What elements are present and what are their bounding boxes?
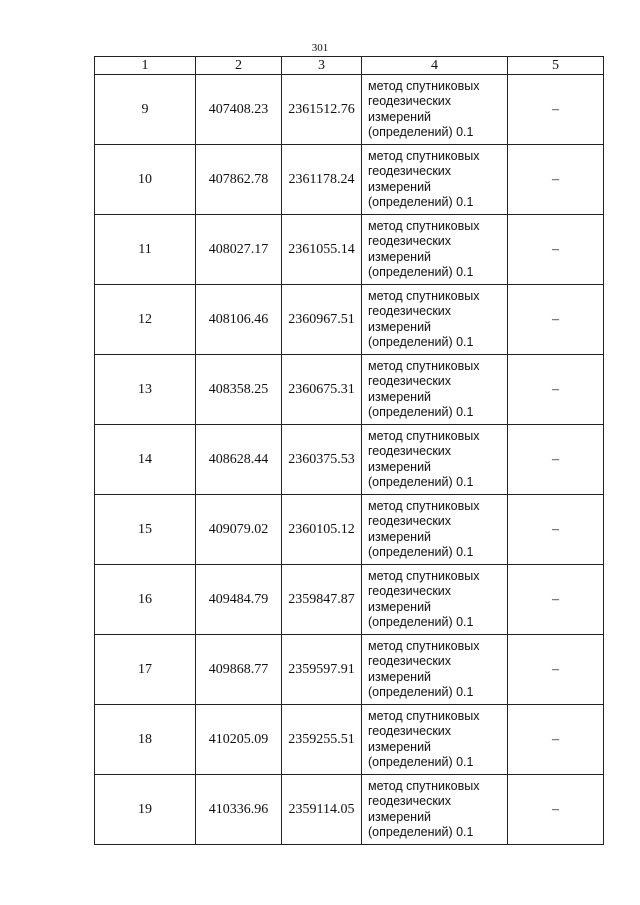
method-line: метод спутниковых [368,218,480,233]
header-row [95,57,604,75]
method-line: геодезических [368,794,452,808]
note-cell: – [508,495,604,565]
method-line: измерений [368,599,432,614]
method-line: (определений) 0.1 [368,755,474,769]
method-cell [362,495,508,565]
method-cell [362,635,508,705]
table-row [95,425,604,495]
method-line: (определений) 0.1 [368,335,474,349]
y-coordinate-cell: 2359255.51 [282,705,362,775]
method-line: (определений) 0.1 [368,545,474,559]
method-line: метод спутниковых [368,778,480,793]
method-cell [362,285,508,355]
y-coordinate-cell: 2359847.87 [282,565,362,635]
method-line: (определений) 0.1 [368,825,474,839]
y-coordinate-cell: 2361512.76 [282,75,362,145]
point-number-cell: 12 [95,285,196,355]
y-coordinate-cell: 2361178.24 [282,145,362,215]
x-coordinate-cell: 407862.78 [196,145,282,215]
x-coordinate-cell: 408027.17 [196,215,282,285]
method-line: геодезических [368,374,452,388]
method-line: геодезических [368,654,452,668]
method-line: геодезических [368,304,452,318]
x-coordinate-cell: 410205.09 [196,705,282,775]
point-number-cell: 13 [95,355,196,425]
method-line: (определений) 0.1 [368,195,474,209]
note-cell: – [508,145,604,215]
x-coordinate-cell: 409868.77 [196,635,282,705]
y-coordinate-cell: 2360675.31 [282,355,362,425]
method-line: геодезических [368,584,452,598]
x-coordinate-cell: 408106.46 [196,285,282,355]
method-line: (определений) 0.1 [368,125,474,139]
column-header-2: 2 [196,57,282,75]
method-cell [362,425,508,495]
method-line: геодезических [368,444,452,458]
note-cell: – [508,565,604,635]
table-row [95,355,604,425]
method-line: геодезических [368,164,452,178]
note-cell: – [508,75,604,145]
point-number-cell: 15 [95,495,196,565]
method-line: геодезических [368,724,452,738]
method-line: (определений) 0.1 [368,265,474,279]
method-line: измерений [368,249,432,264]
method-line: (определений) 0.1 [368,405,474,419]
x-coordinate-cell: 409484.79 [196,565,282,635]
note-cell: – [508,425,604,495]
y-coordinate-cell: 2359597.91 [282,635,362,705]
column-header-5: 5 [508,57,604,75]
method-line: измерений [368,809,432,824]
point-number-cell: 16 [95,565,196,635]
method-line: (определений) 0.1 [368,685,474,699]
method-cell [362,565,508,635]
note-cell: – [508,355,604,425]
method-line: геодезических [368,514,452,528]
method-cell [362,355,508,425]
column-header-4: 4 [362,57,508,75]
method-cell [362,775,508,845]
method-line: измерений [368,389,432,404]
y-coordinate-cell: 2359114.05 [282,775,362,845]
y-coordinate-cell: 2361055.14 [282,215,362,285]
method-line: метод спутниковых [368,568,480,583]
page-number: 301 [311,42,329,54]
table-row [95,775,604,845]
method-line: измерений [368,179,432,194]
method-line: (определений) 0.1 [368,475,474,489]
point-number-cell: 11 [95,215,196,285]
point-number-cell: 17 [95,635,196,705]
note-cell: – [508,215,604,285]
method-line: измерений [368,529,432,544]
table-row [95,705,604,775]
method-line: измерений [368,319,432,334]
column-header-1: 1 [95,57,196,75]
coordinates-table [94,56,604,845]
method-cell [362,705,508,775]
method-line: метод спутниковых [368,708,480,723]
method-line: метод спутниковых [368,498,480,513]
column-header-3: 3 [282,57,362,75]
table-row [95,495,604,565]
table-row [95,285,604,355]
method-line: геодезических [368,234,452,248]
method-line: геодезических [368,94,452,108]
point-number-cell: 9 [95,75,196,145]
method-line: измерений [368,739,432,754]
y-coordinate-cell: 2360105.12 [282,495,362,565]
method-line: (определений) 0.1 [368,615,474,629]
x-coordinate-cell: 410336.96 [196,775,282,845]
note-cell: – [508,705,604,775]
y-coordinate-cell: 2360967.51 [282,285,362,355]
method-line: метод спутниковых [368,288,480,303]
table-row [95,565,604,635]
table-row [95,75,604,145]
point-number-cell: 18 [95,705,196,775]
table-row [95,145,604,215]
method-line: измерений [368,669,432,684]
table-body [95,75,604,845]
method-line: метод спутниковых [368,428,480,443]
method-cell [362,215,508,285]
x-coordinate-cell: 409079.02 [196,495,282,565]
method-line: метод спутниковых [368,78,480,93]
method-cell [362,145,508,215]
method-line: измерений [368,459,432,474]
point-number-cell: 10 [95,145,196,215]
method-line: метод спутниковых [368,148,480,163]
note-cell: – [508,775,604,845]
point-number-cell: 14 [95,425,196,495]
table-row [95,635,604,705]
method-line: метод спутниковых [368,638,480,653]
point-number-cell: 19 [95,775,196,845]
x-coordinate-cell: 408358.25 [196,355,282,425]
y-coordinate-cell: 2360375.53 [282,425,362,495]
x-coordinate-cell: 407408.23 [196,75,282,145]
x-coordinate-cell: 408628.44 [196,425,282,495]
method-line: измерений [368,109,432,124]
table-row [95,215,604,285]
method-cell [362,75,508,145]
note-cell: – [508,285,604,355]
note-cell: – [508,635,604,705]
method-line: метод спутниковых [368,358,480,373]
